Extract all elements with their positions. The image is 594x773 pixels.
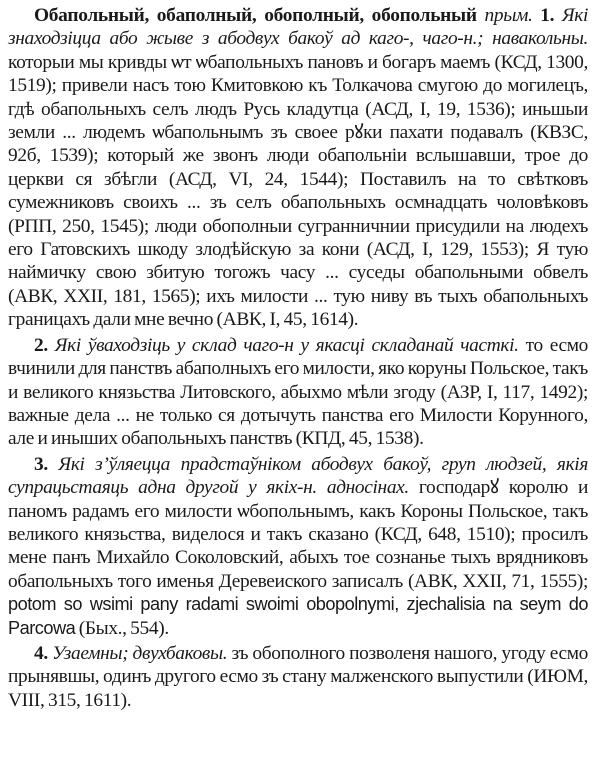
sense-4-paragraph xyxy=(8,642,588,712)
sense-definition: Які з’ўляецца прадстаўніком абодвух бакоў, груп людзей, якія супрацьстаяць адна другой у якіх-н. адносінах. xyxy=(8,453,588,499)
latin-reference: (Бых., 554). xyxy=(75,617,169,639)
sense-citations: то есмо вчинили для панствъ абаполныхъ его милости, яко коруны Польское, такъ и великого князьства Литовского, абыхмо мѣли згоду (АЗР, І, 117, 1492); важные дела ... не только ся дотычуть панства его Милости Корунного, але и иныших обапольныхъ панствъ (КПД, 45, 1538). xyxy=(8,334,588,450)
sense-number: 3. xyxy=(34,453,48,475)
sense-1-paragraph xyxy=(8,4,588,332)
sense-citations: зъ обополного позволеня нашого, угоду есмо прынявшы, одинъ другого есмо зъ стану малженского выпустили (ИЮМ, VІІІ, 315, 1611). xyxy=(8,642,588,711)
sense-citations: которыи мы кривды ѡт ѡбапольныхъ пановъ и богаръ маемъ (КСД, 1300, 1519); привели насъ тою Кмитовкою къ Толкачова смугою до могилецъ, гдѣ обапольныхъ селъ людъ Русь кладутца (АСД, І, 19, 1536); иньшыи земли ... людемъ ѡбапольнымъ зъ своее рꙋки пахати подавалъ (КВЗС, 92б, 1539); который же звонъ люди обапольніи вслышавши, трое до церкви ся збѣгли (АСД, VІ, 24, 1544); Поставилъ на то свѣтковъ сумежниковъ своихъ ... зъ селъ обапольныхъ осмнадцать чоловѣковъ (РПП, 250, 1545); люди обополныи сугранничнии присудили на людехъ его Гатовскихъ шкоду злодѣйскую за кони (АСД, І, 129, 1553); Я тую наймичку свою збитую тогожъ часу ... суседы обапольными обвелъ (АВК, ХХІІ, 181, 1565); ихъ милости ... тую ниву въ тыхъ обапольныхъ границахъ дали мне вечно (АВК, І, 45, 1614). xyxy=(8,51,588,331)
sense-definition: Які знаходзіцца або жыве з абодвух бакоў ад каго-, чаго-н.; навакольны. xyxy=(8,5,588,50)
sense-number: 4. xyxy=(34,642,48,664)
sense-definition: Які ўваходзіць у склад чаго-н у якасці складанай часткі. xyxy=(54,334,519,356)
sense-number: 1. xyxy=(540,5,555,26)
sense-citations: господарꙋ королю и паномъ радамъ его милости ѡбопольнымъ, какъ Короны Польское, такъ великого князьства, виделося и такъ сказано (КСД, 648, 1510); просилъ мене панъ Михайло Соколовский, абыхъ тое сознанье тыхъ врядниковъ обапольныхъ того именья Деревеиского записалъ (АВК, ХХІІ, 71, 1555); xyxy=(8,477,588,592)
headword: Обапольный, обаполный, обополный, обопольный xyxy=(34,5,477,26)
sense-3-paragraph xyxy=(8,453,588,640)
sense-definition: Узаемны; двухбаковы. xyxy=(52,642,228,664)
latin-quote: potom so wsimi pany radami swoimi obopolnymi, zjechalisia na seym do Parcowa xyxy=(8,594,588,638)
grammar-label: прым. xyxy=(484,5,533,26)
sense-number: 2. xyxy=(34,334,48,356)
sense-2-paragraph xyxy=(8,334,588,451)
